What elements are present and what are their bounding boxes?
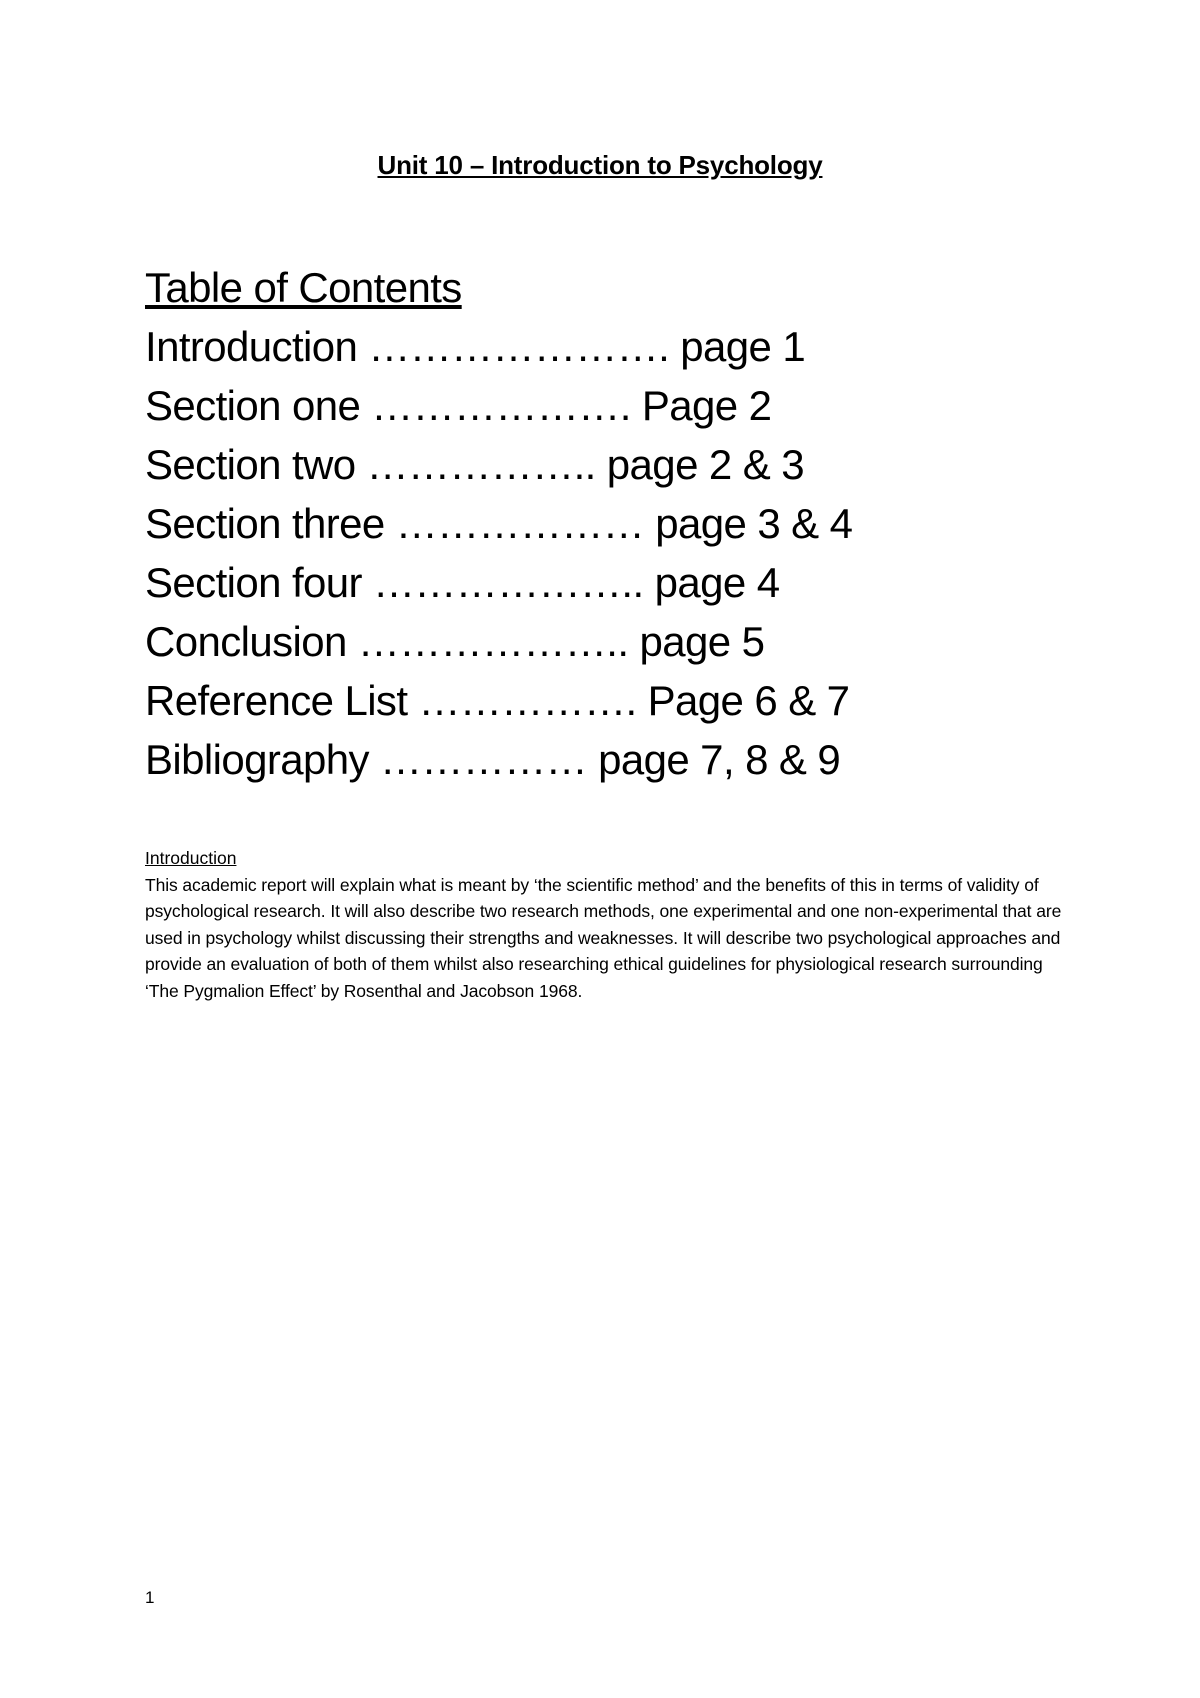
introduction-section — [145, 845, 1075, 1004]
introduction-paragraph: This academic report will explain what is meant by ‘the scientific method’ and the benefits of this in terms of validity of psychological research. It will also describe two research methods, one experimental and one non-experimental that are used in psychology whilst discussing their strengths and weaknesses. It will describe two psychological approaches and provide an evaluation of both of them whilst also researching ethical guidelines for physiological research surrounding ‘The Pygmalion Effect’ by Rosenthal and Jacobson 1968. — [145, 874, 1062, 1001]
toc-entry-bibliography: Bibliography …………… page 7, 8 & 9 — [145, 736, 841, 783]
toc-entry-section-two: Section two …………….. page 2 & 3 — [145, 441, 804, 488]
table-of-contents — [145, 258, 1095, 789]
toc-entry-conclusion: Conclusion ……………….. page 5 — [145, 618, 765, 665]
document-title: Unit 10 – Introduction to Psychology — [377, 150, 823, 180]
toc-entry-section-three: Section three ……………… page 3 & 4 — [145, 500, 853, 547]
toc-entry-section-one: Section one ………………. Page 2 — [145, 382, 772, 429]
page-number: 1 — [145, 1588, 155, 1607]
toc-entry-reference-list: Reference List ……………. Page 6 & 7 — [145, 677, 850, 724]
toc-entry-section-four: Section four ……………….. page 4 — [145, 559, 780, 606]
toc-entry-introduction: Introduction …………………. page 1 — [145, 323, 806, 370]
introduction-heading: Introduction — [145, 848, 237, 868]
toc-heading: Table of Contents — [145, 264, 462, 311]
toc-list — [145, 317, 1095, 789]
